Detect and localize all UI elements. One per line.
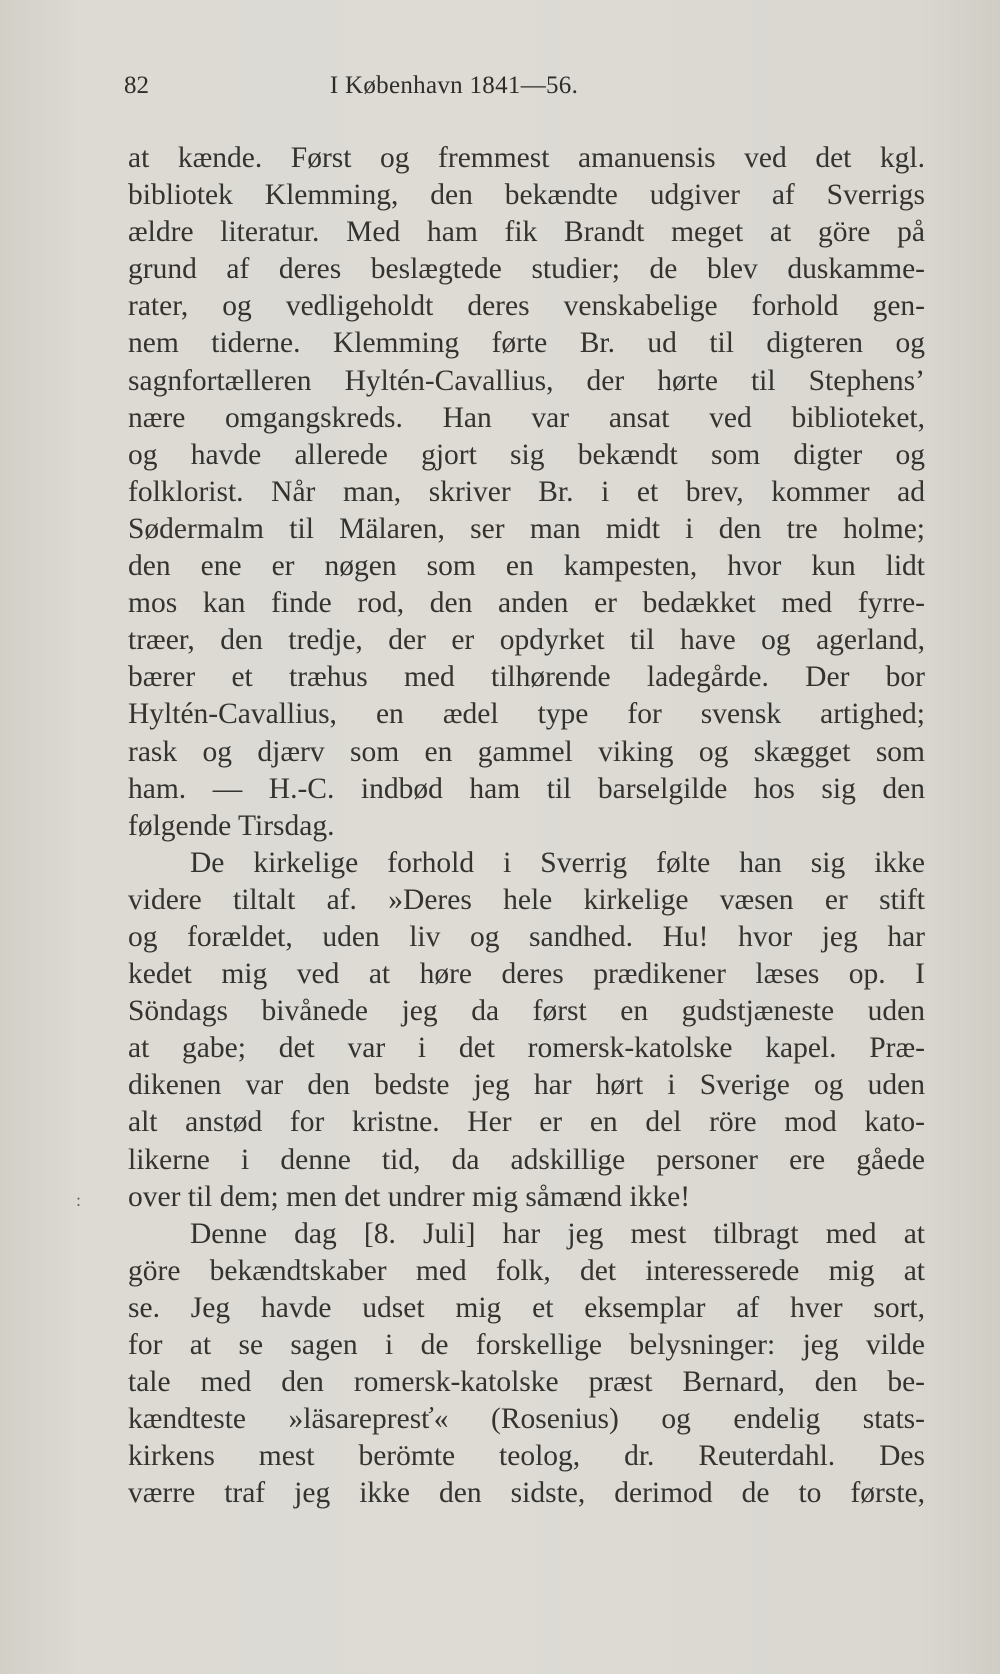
text-line: bibliotek Klemming, den bekændte udgiver af Sverrigs [128,179,925,212]
text-line: kændteste »läsarepresť« (Rosenius) og endelig stats- [128,1403,925,1436]
page-header [124,72,924,108]
text-line: alt anstød for kristne. Her er en del röre mod kato- [128,1106,925,1139]
text-line: følgende Tirsdag. [128,809,335,842]
text-line: den ene er nøgen som en kampesten, hvor kun lidt [128,550,925,583]
text-line: tale med den romersk-katolske præst Bernard, den be- [128,1366,925,1399]
text-line: kedet mig ved at høre deres prædikener læses op. I [128,958,925,991]
text-line: dikenen var den bedste jeg har hørt i Sverige og uden [128,1069,925,1102]
text-line: ham. — H.-C. indbød ham til barselgilde hos sig den [128,772,925,805]
text-line: Hyltén-Cavallius, en ædel type for svensk artighed; [128,698,925,731]
text-line: og forældet, uden liv og sandhed. Hu! hvor jeg har [128,920,925,953]
text-line: Sødermalm til Mälaren, ser man midt i den tre holme; [128,512,925,545]
text-line: at kænde. Først og fremmest amanuensis ved det kgl. [128,142,925,174]
text-line: at gabe; det var i det romersk-katolske kapel. Præ- [128,1032,925,1065]
text-line: Söndags bivånede jeg da først en gudstjæneste uden [128,995,925,1028]
text-line: rask og djærv som en gammel viking og skægget som [128,735,925,768]
text-line: folklorist. Når man, skriver Br. i et brev, kommer ad [128,475,925,508]
text-line: ældre literatur. Med ham fik Brandt meget at göre på [128,216,925,249]
text-line: se. Jeg havde udset mig et eksemplar af hver sort, [128,1291,925,1324]
text-line: nem tiderne. Klemming førte Br. ud til digteren og [128,327,925,360]
text-line: bærer et træhus med tilhørende ladegårde. Der bor [128,661,925,694]
text-line: likerne i denne tid, da adskillige personer ere gåede [128,1143,925,1176]
margin-mark: : [76,1190,82,1210]
text-line: grund af deres beslægtede studier; de blev duskamme- [128,253,925,286]
body-text [128,140,925,1512]
text-line: sagnfortælleren Hyltén-Cavallius, der hørte til Stephens’ [128,364,925,397]
page-number: 82 [124,72,149,99]
text-line: for at se sagen i de forskellige belysninger: jeg vilde [128,1329,925,1361]
text-line: De kirkelige forhold i Sverrig følte han sig ikke [190,846,925,879]
text-line: træer, den tredje, der er opdyrket til have og agerland, [128,624,925,657]
text-line: værre traf jeg ikke den sidste, derimod de to første, [128,1477,925,1510]
running-head: I København 1841—56. [329,72,579,99]
text-line: over til dem; men det undrer mig såmænd ikke! [128,1180,691,1213]
text-line: videre tiltalt af. »Deres hele kirkelige væsen er stift [128,883,925,916]
text-line: Denne dag [8. Juli] har jeg mest tilbragt med at [190,1217,925,1250]
text-line: rater, og vedligeholdt deres venskabelige forhold gen- [128,290,925,323]
text-line: mos kan finde rod, den anden er bedækket med fyrre- [128,587,925,620]
text-line: göre bekændtskaber med folk, det interesserede mig at [128,1254,925,1287]
text-line: og havde allerede gjort sig bekændt som digter og [128,438,925,471]
text-line: nære omgangskreds. Han var ansat ved biblioteket, [128,401,925,434]
text-line: kirkens mest berömte teolog, dr. Reuterdahl. Des [128,1440,925,1473]
